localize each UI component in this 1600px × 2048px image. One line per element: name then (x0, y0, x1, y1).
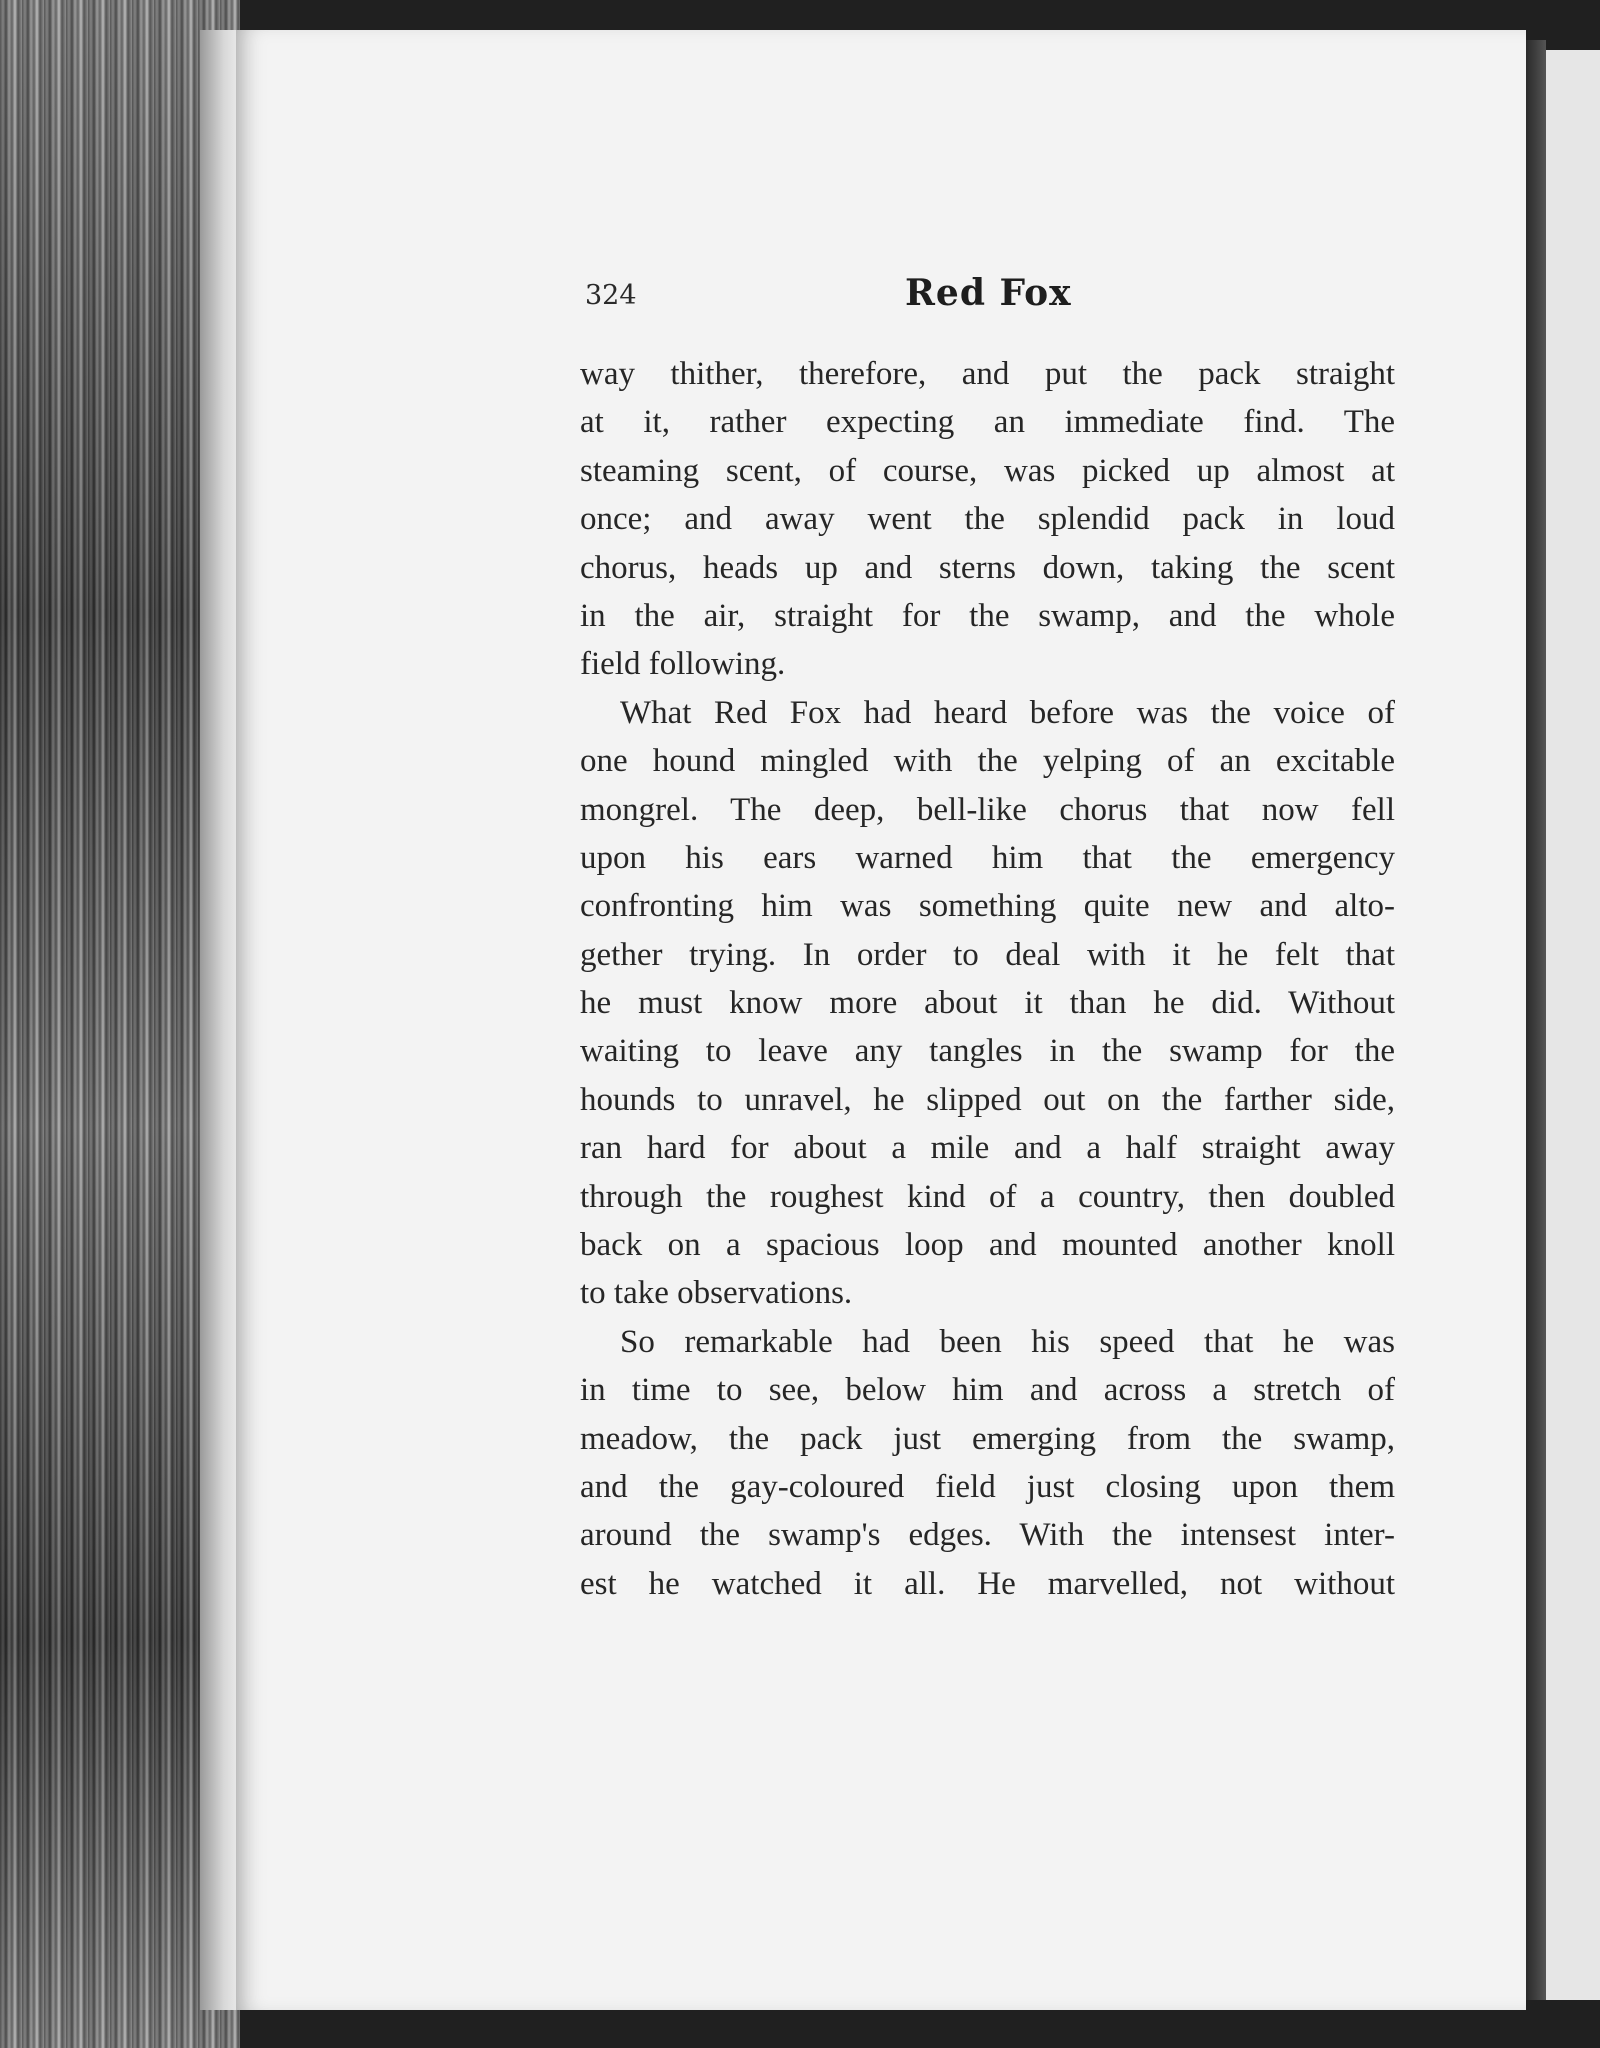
page-curl-shadow (200, 30, 240, 2010)
text-line: at it, rather expecting an immediate find. The (580, 404, 1395, 441)
text-line: around the swamp's edges. With the intensest inter- (580, 1517, 1395, 1554)
paragraph (580, 1318, 1395, 1608)
right-gutter-shadow (1526, 40, 1546, 2000)
text-line: est he watched it all. He marvelled, not without (580, 1565, 1395, 1602)
text-line: one hound mingled with the yelping of an excitable (580, 743, 1395, 780)
text-line: and the gay-coloured field just closing upon them (580, 1468, 1395, 1505)
text-line: he must know more about it than he did. Without (580, 985, 1395, 1022)
text-line: chorus, heads up and sterns down, taking the scent (580, 549, 1395, 586)
text-line: through the roughest kind of a country, then doubled (580, 1178, 1395, 1215)
text-line: upon his ears warned him that the emergency (580, 839, 1395, 876)
text-line: hounds to unravel, he slipped out on the farther side, (580, 1081, 1395, 1118)
text-line: in the air, straight for the swamp, and the whole (580, 597, 1395, 634)
text-line: waiting to leave any tangles in the swamp for the (580, 1033, 1395, 1070)
text-line: gether trying. In order to deal with it he felt that (580, 936, 1395, 973)
text-line: way thither, therefore, and put the pack straight (580, 356, 1395, 392)
text-line: steaming scent, of course, was picked up almost at (580, 452, 1395, 489)
text-line: mongrel. The deep, bell-like chorus that now fell (580, 791, 1395, 828)
text-line: in time to see, below him and across a stretch of (580, 1372, 1395, 1409)
facing-page-edge (1546, 50, 1600, 2000)
book-title: Red Fox (905, 272, 1072, 314)
text-line: meadow, the pack just emerging from the swamp, (580, 1420, 1395, 1457)
paragraph (580, 689, 1395, 1318)
text-line: once; and away went the splendid pack in loud (580, 501, 1395, 538)
text-line: field following. (580, 646, 786, 683)
page-number: 324 (585, 280, 637, 311)
text-line: What Red Fox had heard before was the voice of (620, 694, 1395, 731)
text-line: confronting him was something quite new and alto- (580, 888, 1395, 925)
text-line: to take observations. (580, 1275, 853, 1312)
paragraph (580, 350, 1395, 689)
text-line: ran hard for about a mile and a half straight away (580, 1130, 1395, 1167)
text-line: back on a spacious loop and mounted another knoll (580, 1227, 1395, 1264)
body-text (580, 350, 1395, 1608)
text-line: So remarkable had been his speed that he was (620, 1323, 1395, 1360)
running-head (585, 272, 1395, 322)
